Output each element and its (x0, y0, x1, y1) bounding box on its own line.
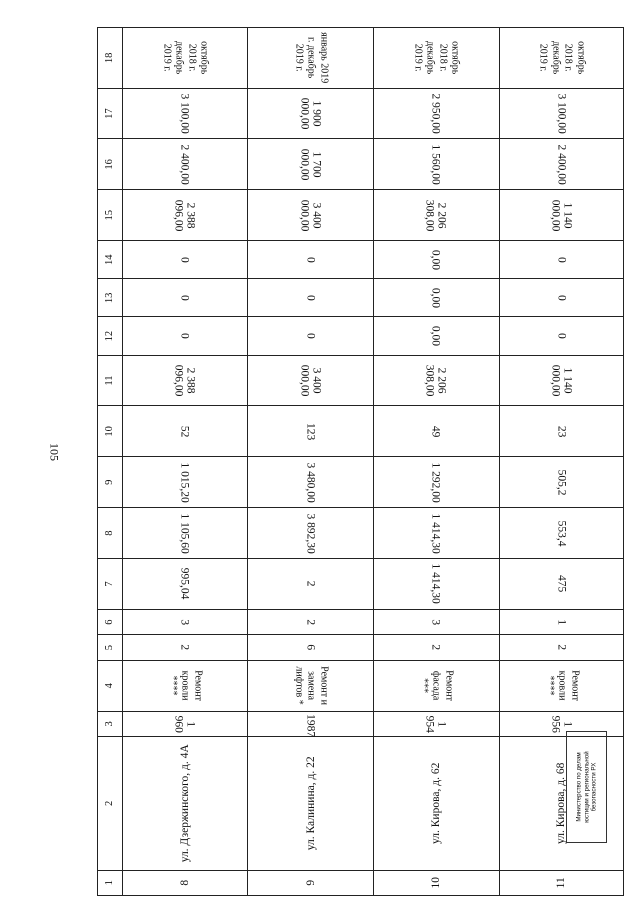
cell-8: 1 414,30 (373, 508, 499, 559)
repair-program-table (97, 27, 624, 896)
cell-13: 0 (499, 279, 623, 317)
cell-5: 6 (248, 635, 374, 660)
cell-18: январь 2019 г. декабрь 2019 г. (248, 28, 374, 89)
cell-11: 2 388 096,00 (122, 355, 248, 406)
cell-17: 3 100,00 (499, 88, 623, 139)
cell-17: 3 100,00 (122, 88, 248, 139)
cell-2: ул. Калинина, д. 22 (248, 737, 374, 871)
cell-16: 2 400,00 (122, 139, 248, 190)
cell-17: 1 900 000,00 (248, 88, 374, 139)
cell-1: 11 (499, 870, 623, 895)
cell-18: октябрь 2018 г. декабрь 2019 г. (499, 28, 623, 89)
col-header-14: 14 (98, 241, 123, 279)
table-row (122, 28, 248, 896)
cell-5: 2 (499, 635, 623, 660)
cell-14: 0 (248, 241, 374, 279)
cell-8: 1 105,60 (122, 508, 248, 559)
col-header-11: 11 (98, 355, 123, 406)
ministry-stamp (566, 731, 607, 843)
cell-16: 1 700 000,00 (248, 139, 374, 190)
cell-7: 475 (499, 559, 623, 610)
col-header-8: 8 (98, 508, 123, 559)
cell-9: 1 015,20 (122, 457, 248, 508)
col-header-17: 17 (98, 88, 123, 139)
cell-10: 49 (373, 406, 499, 457)
cell-3: 1 954 (373, 711, 499, 736)
cell-17: 2 950,00 (373, 88, 499, 139)
cell-9: 3 480,00 (248, 457, 374, 508)
col-header-12: 12 (98, 317, 123, 355)
cell-1: 9 (248, 870, 374, 895)
cell-12: 0 (499, 317, 623, 355)
cell-9: 1 292,00 (373, 457, 499, 508)
cell-13: 0,00 (373, 279, 499, 317)
stamp-text (568, 733, 605, 841)
cell-7: 995,04 (122, 559, 248, 610)
cell-11: 1 140 000,00 (499, 355, 623, 406)
cell-2: ул. Дзержинского, д. 4А (122, 737, 248, 871)
cell-4: Ремонт кровли **** (499, 660, 623, 711)
cell-1: 10 (373, 870, 499, 895)
cell-6: 1 (499, 609, 623, 634)
col-header-18: 18 (98, 28, 123, 89)
cell-16: 2 400,00 (499, 139, 623, 190)
cell-6: 3 (373, 609, 499, 634)
cell-11: 3 400 000,00 (248, 355, 374, 406)
cell-10: 23 (499, 406, 623, 457)
cell-6: 2 (248, 609, 374, 634)
col-header-2: 2 (98, 737, 123, 871)
cell-14: 0,00 (373, 241, 499, 279)
cell-3: 1987 (248, 711, 374, 736)
cell-13: 0 (248, 279, 374, 317)
col-header-5: 5 (98, 635, 123, 660)
cell-18: октябрь 2018 г. декабрь 2019 г. (373, 28, 499, 89)
stamp-line-2: юстиции и региональной (582, 751, 590, 823)
cell-4: Ремонт фасада *** (373, 660, 499, 711)
col-header-13: 13 (98, 279, 123, 317)
col-header-3: 3 (98, 711, 123, 736)
col-header-7: 7 (98, 559, 123, 610)
cell-15: 2 388 096,00 (122, 190, 248, 241)
cell-18: октябрь 2018 г. декабрь 2019 г. (122, 28, 248, 89)
cell-10: 123 (248, 406, 374, 457)
cell-12: 0 (122, 317, 248, 355)
stamp-line-1: Министерство по делам (575, 752, 583, 822)
cell-2: ул. Кирова, д. 68 (499, 737, 623, 871)
cell-11: 2 206 308,00 (373, 355, 499, 406)
stamp-line-3: безопасности РХ (590, 762, 598, 812)
table-row (373, 28, 499, 896)
rotated-table-container (97, 27, 624, 896)
col-header-4: 4 (98, 660, 123, 711)
cell-1: 8 (122, 870, 248, 895)
cell-15: 3 400 000,00 (248, 190, 374, 241)
cell-6: 3 (122, 609, 248, 634)
cell-15: 2 206 308,00 (373, 190, 499, 241)
cell-14: 0 (122, 241, 248, 279)
col-header-1: 1 (98, 870, 123, 895)
cell-16: 1 560,00 (373, 139, 499, 190)
cell-7: 1 414,30 (373, 559, 499, 610)
col-header-6: 6 (98, 609, 123, 634)
header-row (98, 28, 123, 896)
cell-8: 3 892,30 (248, 508, 374, 559)
cell-5: 2 (122, 635, 248, 660)
cell-5: 2 (373, 635, 499, 660)
col-header-15: 15 (98, 190, 123, 241)
cell-3: 1 960 (122, 711, 248, 736)
table-row (248, 28, 374, 896)
cell-7: 2 (248, 559, 374, 610)
col-header-10: 10 (98, 406, 123, 457)
cell-15: 1 140 000,00 (499, 190, 623, 241)
cell-4: Ремонт кровли **** (122, 660, 248, 711)
cell-14: 0 (499, 241, 623, 279)
cell-12: 0 (248, 317, 374, 355)
cell-3: 1 956 (499, 711, 623, 736)
cell-13: 0 (122, 279, 248, 317)
cell-12: 0,00 (373, 317, 499, 355)
col-header-9: 9 (98, 457, 123, 508)
cell-9: 505,2 (499, 457, 623, 508)
col-header-16: 16 (98, 139, 123, 190)
cell-8: 553,4 (499, 508, 623, 559)
cell-2: ул. Кирова, д. 62 (373, 737, 499, 871)
cell-4: Ремонт и замена лифтов * (248, 660, 374, 711)
page-number: 105 (47, 443, 62, 461)
cell-10: 52 (122, 406, 248, 457)
